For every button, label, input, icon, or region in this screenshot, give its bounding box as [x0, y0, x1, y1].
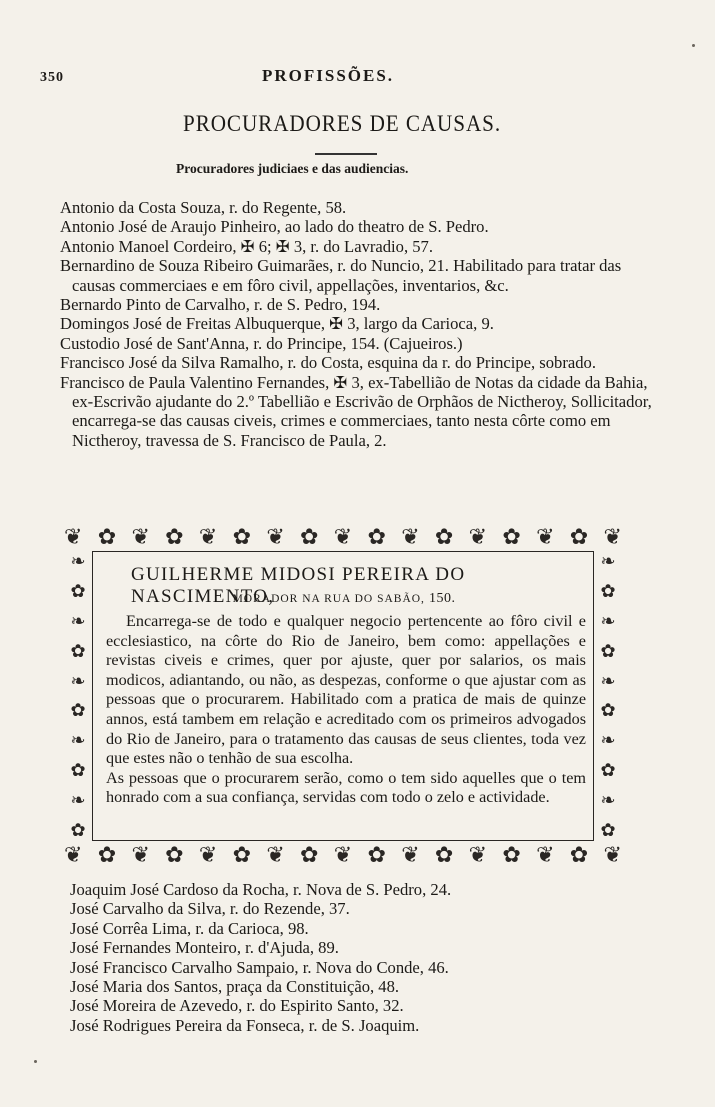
list-item: José Rodrigues Pereira da Fonseca, r. de S. Joaquim. — [70, 1015, 420, 1035]
address-label: MORADOR NA RUA DO SABÃO, — [232, 593, 425, 605]
ornament-icon: ✿ — [70, 580, 86, 601]
ornament-icon: ✿ — [70, 819, 86, 840]
ornament-icon: ❦ — [333, 524, 353, 549]
list-item: Antonio José de Araujo Pinheiro, ao lado do theatro de S. Pedro. — [60, 217, 489, 237]
ornament-icon: ❦ — [198, 842, 218, 867]
list-item: José Fernandes Monteiro, r. d'Ajuda, 89. — [70, 938, 339, 958]
ornament-icon: ❦ — [64, 524, 83, 549]
ornament-icon: ✿ — [434, 842, 454, 867]
ornament-icon: ❧ — [600, 670, 616, 691]
scan-speck — [692, 44, 695, 47]
list-item: Bernardino de Souza Ribeiro Guimarães, r. do Nuncio, 21. Habilitado para tratar das causas commerciaes e em fôro civil, appellações, inventarios, &c. — [60, 256, 622, 295]
ornament-icon: ✿ — [502, 524, 521, 549]
ornament-icon: ❦ — [266, 842, 285, 867]
ornament-icon: ❦ — [131, 842, 150, 867]
ornament-icon: ✿ — [165, 524, 184, 549]
ornament-icon: ✿ — [600, 700, 616, 721]
ornament-border-left — [64, 551, 92, 841]
ornament-icon: ✿ — [300, 842, 319, 867]
page-number: 350 — [40, 70, 64, 85]
ornament-icon: ✿ — [70, 640, 86, 661]
advertisement-body — [106, 612, 586, 808]
running-head: PROFISSÕES. — [262, 66, 395, 85]
ornament-icon: ✿ — [232, 842, 252, 867]
ornament-icon: ❦ — [401, 524, 420, 549]
ornament-icon: ✿ — [569, 842, 589, 867]
title-rule — [315, 153, 377, 155]
ornament-icon: ✿ — [600, 819, 616, 840]
ornament-border-bottom — [64, 841, 622, 869]
ornament-icon: ❦ — [603, 842, 622, 867]
ornament-icon: ✿ — [70, 760, 86, 781]
entry-list-bottom — [70, 880, 670, 1035]
section-title: PROCURADORES DE CAUSAS. — [183, 111, 502, 136]
list-item: Francisco José da Silva Ramalho, r. do Costa, esquina da r. do Principe, sobrado. — [60, 353, 596, 373]
list-item: Antonio da Costa Souza, r. do Regente, 58. — [60, 198, 347, 217]
list-item: José Corrêa Lima, r. da Carioca, 98. — [70, 918, 309, 938]
ad-paragraph: Encarrega-se de todo e qualquer negocio pertencente ao fôro civil e ecclesiastico, na côrte do Rio de Janeiro, bem como: appellações e revistas civeis e crimes, quer por ajuste, quer por salarios, os mais modicos, adiantando, ou não, as despezas, conforme o que ajustar com as pessoas que o procurarem. Habilitado com a pratica de mais de quinze annos, está tambem em relação e acreditado com os primeiros advogados do Rio de Janeiro, para o tratamento das causas de seus clientes, toda vez que estes não o tenhão de sua escolha. — [106, 612, 586, 768]
ornament-icon: ✿ — [165, 842, 184, 867]
ornament-icon: ✿ — [569, 524, 589, 549]
ornament-icon: ❦ — [536, 842, 555, 867]
scan-speck — [34, 1060, 37, 1063]
address-number: 150. — [428, 591, 456, 606]
entry-list-top — [60, 198, 660, 450]
advertiser-address — [93, 591, 595, 607]
ornament-icon: ✿ — [300, 524, 319, 549]
ornament-icon: ❦ — [198, 524, 218, 549]
advertisement-content — [92, 551, 594, 841]
list-item: Joaquim José Cardoso da Rocha, r. Nova de S. Pedro, 24. — [70, 880, 452, 899]
list-item: Antonio Manoel Cordeiro, ✠ 6; ✠ 3, r. do Lavradio, 57. — [60, 236, 433, 256]
list-item: Francisco de Paula Valentino Fernandes, ✠ 3, ex-Tabellião de Notas da cidade da Bahia, ex-Escrivão ajudante do 2.º Tabellião e Escrivão de Orphãos de Nictheroy, Sollicitador, encarrega-se das causas civeis, crimes e commerciaes, tanto nesta côrte como em Nictheroy, travessa de S. Francisco de Paula, 2. — [60, 372, 652, 450]
ornament-icon: ❦ — [603, 524, 622, 549]
list-item: Domingos José de Freitas Albuquerque, ✠ 3, largo da Carioca, 9. — [60, 314, 494, 334]
ornament-icon: ✿ — [367, 524, 386, 549]
ornament-icon: ❦ — [333, 842, 353, 867]
ornament-icon: ❦ — [536, 524, 555, 549]
ornament-icon: ❧ — [70, 551, 86, 571]
list-item: José Maria dos Santos, praça da Constituição, 48. — [70, 977, 400, 997]
list-item: José Moreira de Azevedo, r. do Espirito Santo, 32. — [70, 996, 404, 1016]
ornament-icon: ❦ — [468, 842, 488, 867]
ornament-icon: ✿ — [70, 700, 86, 721]
ornament-border-right — [594, 551, 622, 841]
advertisement-box — [64, 523, 622, 869]
ornament-icon: ✿ — [97, 524, 117, 549]
list-item: Bernardo Pinto de Carvalho, r. de S. Pedro, 194. — [60, 295, 381, 315]
ornament-icon: ❧ — [600, 551, 616, 571]
ornament-icon: ❧ — [600, 790, 616, 810]
ornament-icon: ❦ — [64, 842, 83, 867]
ornament-icon: ✿ — [434, 524, 454, 549]
ornament-icon: ❧ — [600, 610, 616, 631]
list-item: Custodio José de Sant'Anna, r. do Principe, 154. (Cajueiros.) — [60, 333, 463, 353]
ornament-icon: ✿ — [600, 760, 616, 781]
ornament-icon: ✿ — [97, 842, 117, 867]
ornament-icon: ✿ — [232, 524, 252, 549]
advertiser-name: GUILHERME MIDOSI PEREIRA DO NASCIMENTO, — [131, 564, 466, 607]
ornament-icon: ❧ — [70, 730, 86, 751]
list-item: José Francisco Carvalho Sampaio, r. Nova do Conde, 46. — [70, 957, 449, 977]
ornament-icon: ❦ — [468, 524, 488, 549]
ornament-border-top — [64, 523, 622, 551]
ad-paragraph: As pessoas que o procurarem serão, como o tem sido aquelles que o tem honrado com a sua confiança, servidas com todo o zelo e actividade. — [106, 768, 586, 807]
ornament-icon: ✿ — [502, 842, 521, 867]
ornament-icon: ❧ — [600, 730, 616, 751]
section-subtitle: Procuradores judiciaes e das audiencias. — [176, 161, 409, 176]
ornament-icon: ✿ — [600, 640, 616, 661]
ornament-icon: ❦ — [266, 524, 285, 549]
ornament-icon: ❧ — [70, 790, 86, 810]
ornament-icon: ❦ — [401, 842, 420, 867]
ornament-icon: ✿ — [367, 842, 386, 867]
ornament-icon: ❧ — [70, 670, 86, 691]
ornament-icon: ❧ — [70, 610, 86, 631]
list-item: José Carvalho da Silva, r. do Rezende, 37. — [70, 899, 350, 919]
ornament-icon: ✿ — [600, 580, 616, 601]
ornament-icon: ❦ — [131, 524, 150, 549]
